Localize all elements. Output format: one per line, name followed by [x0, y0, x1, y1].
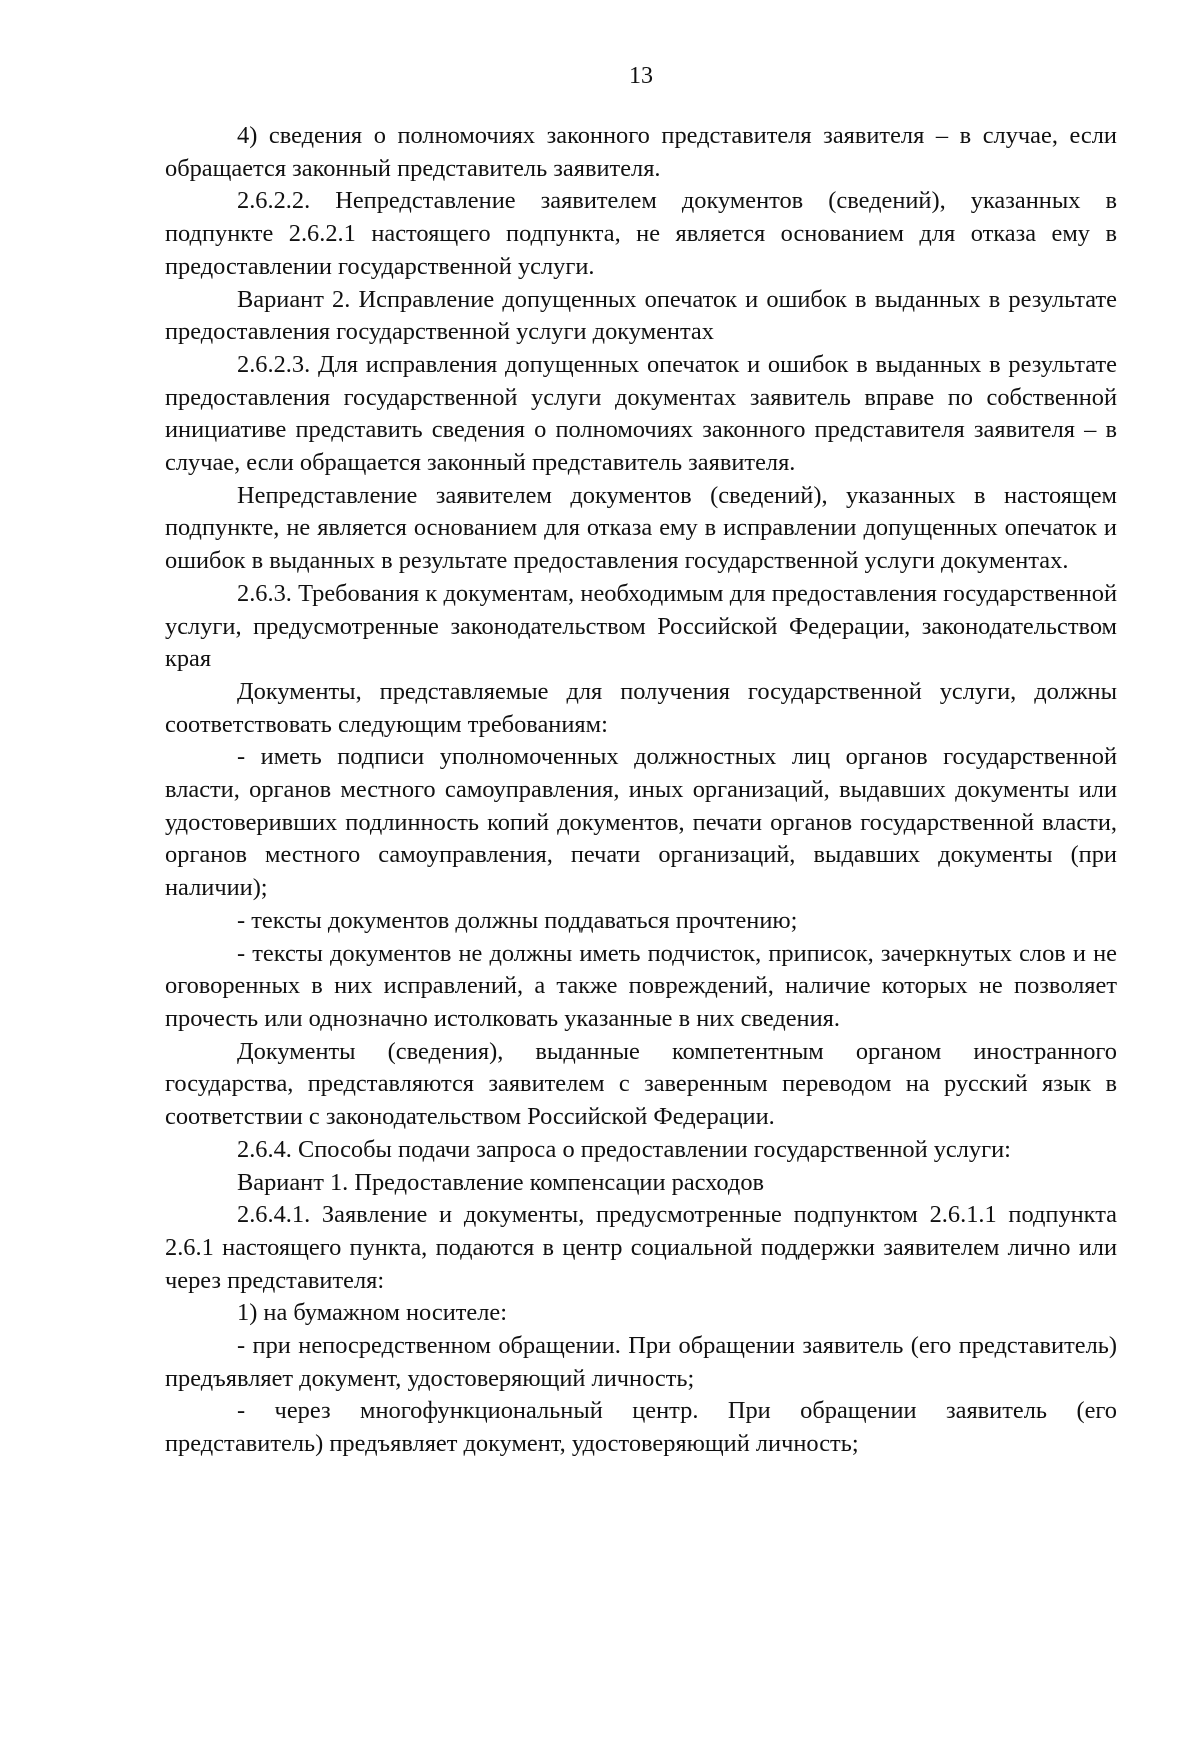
paragraph: 2.6.2.3. Для исправления допущенных опечаток и ошибок в выданных в результате предоставления государственной услуги документах заявитель вправе по собственной инициативе представить сведения о полномочиях законного представителя заявителя – в случае, если обращается законный представитель заявителя.: [165, 350, 1117, 477]
page-number: 13: [629, 63, 653, 89]
paragraph: 4) сведения о полномочиях законного представителя заявителя – в случае, если обращается законный представитель заявителя.: [165, 122, 1117, 182]
paragraph: 2.6.2.2. Непредставление заявителем документов (сведений), указанных в подпункте 2.6.2.1 настоящего подпункта, не является основанием для отказа ему в предоставлении государственной услуги.: [165, 187, 1117, 280]
list-item: - иметь подписи уполномоченных должностных лиц органов государственной власти, органов местного самоуправления, иных организаций, выдавших документы или удостоверивших подлинность копий документов, печати органов государственной власти, органов местного самоуправления, печати организаций, выдавших документы (при наличии);: [165, 743, 1117, 902]
paragraph: 2.6.3. Требования к документам, необходимым для предоставления государственной услуги, предусмотренные законодательством Российской Федерации, законодательством края: [165, 579, 1117, 673]
paragraph: Непредставление заявителем документов (сведений), указанных в настоящем подпункте, не является основанием для отказа ему в исправлении допущенных опечаток и ошибок в выданных в результате предоставления государственной услуги документах.: [165, 481, 1117, 575]
list-item: - через многофункциональный центр. При обращении заявитель (его представитель) предъявляет документ, удостоверяющий личность;: [165, 1397, 1117, 1458]
paragraph: Документы, представляемые для получения государственной услуги, должны соответствовать следующим требованиям:: [165, 677, 1117, 738]
paragraph: Вариант 2. Исправление допущенных опечаток и ошибок в выданных в результате предоставления государственной услуги документах: [165, 285, 1117, 346]
paragraph: Документы (сведения), выданные компетентным органом иностранного государства, представляются заявителем с заверенным переводом на русский язык в соответствии с законодательством Российской Федерации.: [165, 1037, 1117, 1131]
paragraph: 2.6.4.1. Заявление и документы, предусмотренные подпунктом 2.6.1.1 подпункта 2.6.1 настоящего пункта, подаются в центр социальной поддержки заявителем лично или через представителя:: [165, 1201, 1117, 1294]
document-body: [165, 120, 1117, 1461]
list-item: 1) на бумажном носителе:: [237, 1299, 507, 1327]
list-item: - тексты документов должны поддаваться прочтению;: [237, 906, 798, 934]
list-item: - при непосредственном обращении. При обращении заявитель (его представитель) предъявляет документ, удостоверяющий личность;: [165, 1332, 1117, 1392]
paragraph: 2.6.4. Способы подачи запроса о предоставлении государственной услуги:: [237, 1135, 1011, 1163]
paragraph: Вариант 1. Предоставление компенсации расходов: [237, 1168, 765, 1196]
list-item: - тексты документов не должны иметь подчисток, приписок, зачеркнутых слов и не оговоренных в них исправлений, а также повреждений, наличие которых не позволяет прочесть или однозначно истолковать указанные в них сведения.: [165, 939, 1117, 1032]
